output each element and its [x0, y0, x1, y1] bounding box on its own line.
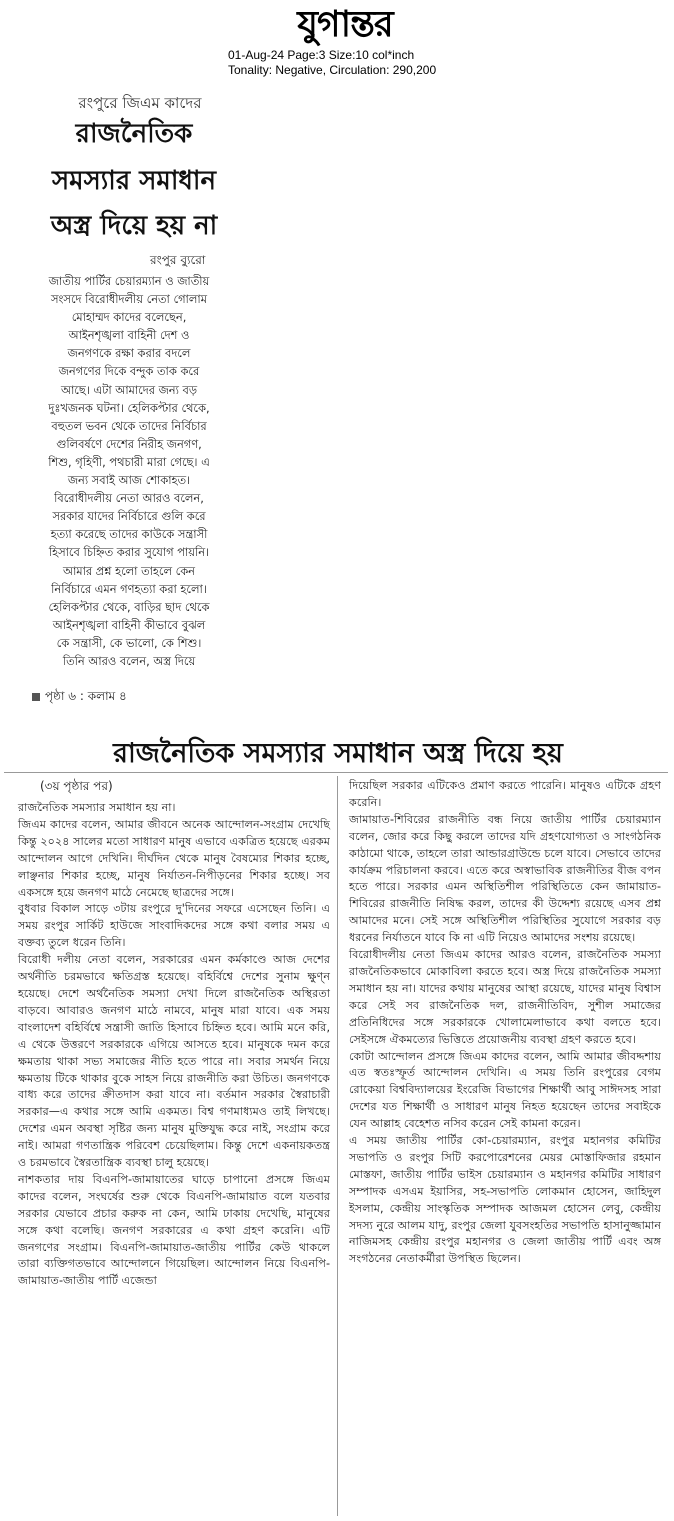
article2-paragraph: বুধবার বিকাল সাড়ে ৩টায় রংপুরে দু'দিনের সফরে এসেছেন তিনি। এ সময় রংপুর সার্কিট হাউজে সাংবাদিকদের সঙ্গে কথা বলার সময় এ বক্তব্য তুলে ধরেন তিনি। — [18, 902, 330, 950]
article1-body-line: জাতীয় পার্টির চেয়ারম্যান ও জাতীয় — [48, 274, 210, 288]
article1-body-line: হিসাবে চিহ্নিত করার সুযোগ পায়নি। — [48, 545, 210, 560]
article2-paragraph: জামায়াত-শিবিরের রাজনীতি বন্ধ নিয়ে জাতীয় পার্টির চেয়ারম্যান বলেন, জোর করে কিছু করলে তাদের যদি গ্রহণযোগ্যতা ও সাংগঠনিক কাঠামো থাকে, তাহলে তারা আন্ডারগ্রাউন্ডে চলে যাবে। সেভাবে তাদের কার্যক্রম পরিচালনা করবে। এতে করে অস্বাভাবিক রাজনীতির বীজ বপন হতে পারে। সরকার এমন অস্থিতিশীল পরিস্থিতিতে কেন জামায়াত-শিবিরের রাজনীতি নিষিদ্ধ করল, তাদের কী উদ্দেশ্য রয়েছে এসব প্রশ্ন আমাদের মনে। সেই সঙ্গে অস্থিতিশীল পরিস্থিতির সুযোগে সরকার বড় ধরনের নির্যাতনে যাবে কি না এটি নিয়েও আমাদের সংশয় রয়েছে। — [349, 812, 661, 945]
article2-paragraph: রাজনৈতিক সমস্যার সমাধান হয় না। — [18, 801, 176, 814]
jump-square-icon — [32, 693, 40, 701]
article1-body — [10, 272, 248, 670]
article1-body-line: বিরোধীদলীয় নেতা আরও বলেন, — [54, 491, 204, 506]
article1-body-line: সরকার যাদের নির্বিচারে গুলি করে — [52, 509, 206, 524]
article2-paragraph: এ সময় জাতীয় পার্টির কো-চেয়ারম্যান, রংপুর মহানগর কমিটির সভাপতি ও রংপুর সিটি করপোরেশনের মেয়র মোস্তাফিজার রহমান মোস্তফা, জাতীয় পার্টির ভাইস চেয়ারম্যান ও মহানগর কমিটির সাধারণ সম্পাদক এসএম ইয়াসির, সহ-সভাপতি লোকমান হোসেন, জাহিদুল ইসলাম, কেন্দ্রীয় সাংস্কৃতিক সম্পাদক আজমল হোসেন লেবু, কেন্দ্রীয় সদস্য নুরে আলম যাদু, রংপুর জেলা যুবসংহতির সভাপতি হাসানুজ্জামান নাজিমসহ কেন্দ্রীয় রংপুর মহানগর ও জেলা জাতীয় পার্টি এবং অঙ্গ সংগঠনের নেতাকর্মীরা উপস্থিত ছিলেন। — [349, 1134, 661, 1266]
article1-body-line: হত্যা করেছে তাদের কাউকে সন্ত্রাসী — [50, 527, 208, 542]
article2-paragraph: কোটা আন্দোলন প্রসঙ্গে জিএম কাদের বলেন, আমি আমার জীবদ্দশায় এত স্বতঃস্ফূর্ত আন্দোলন দেখিনি। এ সময় তিনি রংপুরের বেগম রোকেয়া বিশ্ববিদ্যালয়ের ইংরেজি বিভাগের শিক্ষার্থী আবু সাঈদসহ সারা দেশের যত শিক্ষার্থী ও সাধারণ মানুষ নিহত হয়েছেন তাদের সবাইকে যেন আল্লাহ বেহেশত নসিব করেন সেই কামনা করেন। — [349, 1049, 661, 1131]
article1-body-line: জনগণের দিকে বন্দুক তাক করে — [58, 364, 200, 379]
article1-headline-line2: সমস্যার সমাধান — [51, 166, 216, 196]
article1-body-line: নির্বিচারে এমন গণহত্যা করা হলো। — [51, 581, 207, 596]
article1-body-line: জন্য সবাই আজ শোকাহত। — [67, 473, 191, 488]
article2-continued: (৩য় পৃষ্ঠার পর) — [40, 779, 113, 793]
newspaper-masthead: যুগান্তর — [297, 3, 393, 45]
article2-right-column — [349, 778, 661, 1268]
article1-body-line: তিনি আরও বলেন, অস্ত্র দিয়ে — [62, 653, 196, 668]
article1-body-line: জনগণকে রক্ষা করার বদলে — [67, 346, 191, 361]
article1-body-line: দুঃখজনক ঘটনা। হেলিকপ্টার থেকে, — [48, 400, 210, 415]
article2-paragraph: নাশকতার দায় বিএনপি-জামায়াতের ঘাড়ে চাপানো প্রসঙ্গে জিএম কাদের বলেন, সংঘর্ষের শুরু থেকে বিএনপি-জামায়াত বলে যতবার সরকার যেভাবে প্রচার করুক না কেন, আমি ঢাকায় দেখেছি, মানুষের সঙ্গে কথা বলেছি। জনগণ সরকারের এ কথা গ্রহণ করেনি। এটি জনগণের সংগ্রাম। বিএনপি-জামায়াত-জাতীয় পার্টির কেউ থাকলে তারা ব্যক্তিগতভাবে আন্দোলনে গিয়েছিল। আন্দোলন নিয়ে বিএনপি-জামায়াত-জাতীয় পার্টি এজেন্ডা — [18, 1172, 330, 1288]
article1-body-line: গুলিবর্ষণে দেশের নিরীহ জনগণ, — [56, 436, 202, 451]
article1-kicker: রংপুরে জিএম কাদের — [78, 94, 202, 112]
article2-paragraph: বিরোধী দলীয় নেতা বলেন, সরকারের এমন কর্মকাণ্ডে আজ দেশের অর্থনীতি চরমভাবে ক্ষতিগ্রস্ত হয়েছে। বহির্বিশ্বে দেশের সুনাম ক্ষুণ্ন হয়েছে। দেশে অর্থনৈতিক সমস্যা দেখা দিলে রাজনৈতিক অস্থিরতা বাড়বে। আবারও জনগণ মাঠে নামবে, মানুষ মারা যাবে। এক সময় বাংলাদেশ বহির্বিশ্বে সন্ত্রাসী জাতি হিসাবে চিহ্নিত হবে। আমি মনে করি, এ থেকে উত্তরণে সরকারকে এগিয়ে আসতে হবে। মানুষকে দমন করে ক্ষমতায় থাকা সভ্য সমাজের নীতি হতে পারে না। সবার সমর্থন নিয়ে ক্ষমতায় টিকে থাকার বুকে সাহস নিয়ে রাজনীতি করা উচিত। জনগণকে বাধ্য করে তাদের ক্রীতদাস করা যাবে না। বর্তমান সরকার স্বৈরাচারী সরকার—এ কথার সঙ্গে আমি একমত। বিশ্ব গণমাধ্যমও তাই লিখছে। দেশের এমন অবস্থা সৃষ্টির জন্য মানুষ মুক্তিযুদ্ধ করে নাই, সংগ্রাম করে নাই। আমরা গণতান্ত্রিক পরিবেশ চেয়েছিলাম। কিন্তু দেশে একনায়কতন্ত্র ও চরমভাবে স্বৈরতান্ত্রিক ব্যবস্থা চালু হয়েছে। — [18, 953, 331, 1170]
article2-paragraph: দিয়েছিল সরকার এটিকেও প্রমাণ করতে পারেনি। মানুষও এটিকে গ্রহণ করেনি। — [349, 779, 661, 809]
article1-body-line: মোহাম্মদ কাদের বলেছেন, — [71, 310, 187, 325]
article1-jump — [32, 688, 127, 708]
article2-paragraph: জিএম কাদের বলেন, আমার জীবনে অনেক আন্দোলন-সংগ্রাম দেখেছি কিন্তু ২০২৪ সালের মতো সাধারণ মানুষ এভাবে একত্রিত হয়েছে এরকম আন্দোলন আগে দেখিনি। দীর্ঘদিন থেকে মানুষ বৈষম্যের শিকার হচ্ছে, লাঞ্ছনার শিকার হচ্ছে, মানুষ নির্যাতন-নিপীড়নের শিকার হচ্ছে। সব একসঙ্গে হয়ে জনগণ মাঠে নেমেছে ছাত্রদের সঙ্গে। — [18, 817, 330, 899]
article1-body-line: আইনশৃঙ্খলা বাহিনী দেশ ও — [68, 328, 190, 343]
article1-body-line: কে সন্ত্রাসী, কে ভালো, কে শিশু। — [56, 635, 202, 650]
article1-body-line: শিশু, গৃহিণী, পথচারী মারা গেছে। এ — [48, 454, 210, 469]
article1-headline-line3: অস্ত্র দিয়ে হয় না — [50, 211, 218, 241]
article1-headline-line1: রাজনৈতিক — [75, 119, 193, 149]
article2-left-column — [18, 800, 330, 1290]
article1-body-line: আছে। এটা আমাদের জন্য বড় — [60, 382, 197, 397]
article1-bureau: রংপুর ব্যুরো — [150, 253, 206, 267]
article1-jump-label: পৃষ্ঠা ৬ : কলাম ৪ — [45, 689, 127, 703]
article1-body-line: বহুতল ভবন থেকে তাদের নির্বিচার — [51, 418, 207, 433]
article1-body-line: সংসদে বিরোধীদলীয় নেতা গোলাম — [51, 292, 207, 307]
article2-headline: রাজনৈতিক সমস্যার সমাধান অস্ত্র দিয়ে হয় — [113, 738, 563, 769]
article1-body-line: আইনশৃঙ্খলা বাহিনী কীভাবে বুঝল — [52, 617, 206, 632]
column-divider — [337, 776, 338, 1516]
article1-body-line: হেলিকপ্টার থেকে, বাড়ির ছাদ থেকে — [48, 599, 210, 614]
clipping-meta-size: 01-Aug-24 Page:3 Size:10 col*inch — [228, 48, 415, 62]
clipping-meta-tonality: Tonality: Negative, Circulation: 290,200 — [228, 63, 437, 77]
article1-body-line: আমার প্রশ্ন হলো তাহলে কেন — [63, 563, 195, 578]
article2-paragraph: বিরোধীদলীয় নেতা জিএম কাদের আরও বলেন, রাজনৈতিক সমস্যা রাজনৈতিকভাবে মোকাবিলা করতে হবে। অস্ত্র দিয়ে রাজনৈতিক সমস্যা সমাধান হয় না। যাদের কথায় মানুষের আস্থা রয়েছে, যাদের মানুষ বিশ্বাস করে সেই সব রাজনৈতিক দল, রাজনীতিবিদ, সুশীল সমাজের প্রতিনিধিদের সঙ্গে সরকারকে খোলামেলাভাবে কথা বলতে হবে। সেইসঙ্গে ঐকমত্যের ভিত্তিতে প্রয়োজনীয় ব্যবস্থা গ্রহণ করতে হবে। — [349, 948, 661, 1046]
